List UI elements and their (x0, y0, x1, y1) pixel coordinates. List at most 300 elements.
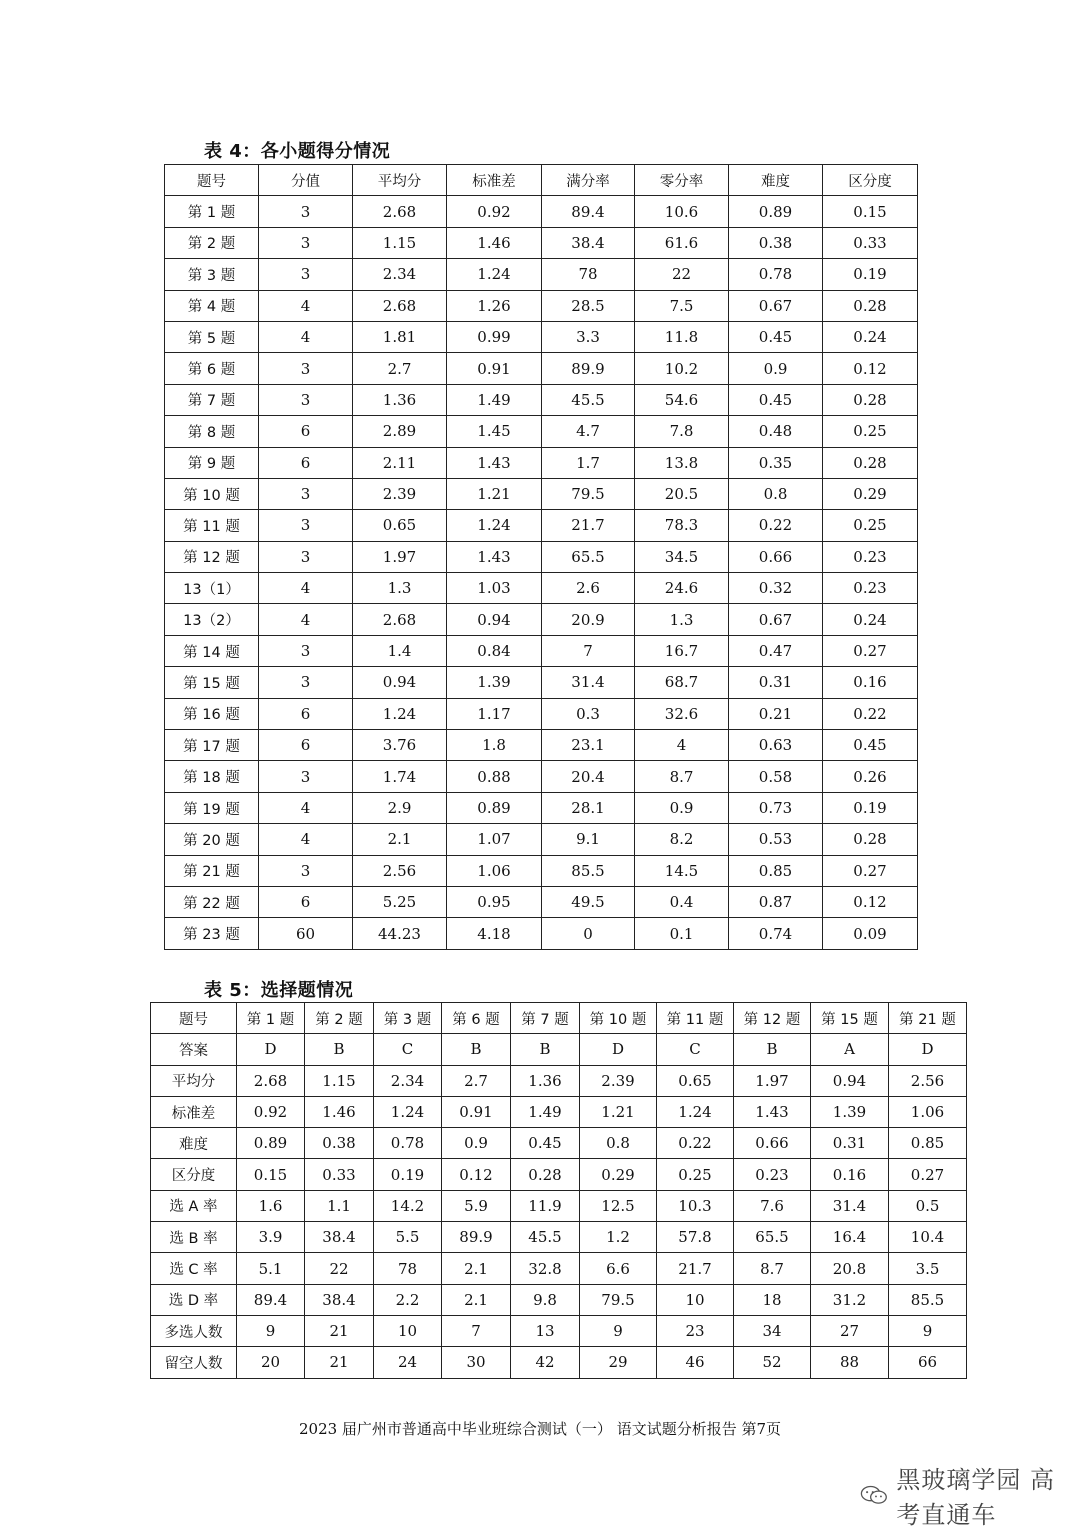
table5-cell: 32.8 (511, 1253, 580, 1284)
table4-cell: 3 (259, 196, 353, 227)
table5-cell: 34 (734, 1315, 811, 1346)
table4-cell: 1.17 (447, 698, 542, 729)
table4-row-label: 13（1） (165, 573, 259, 604)
table5-cell: 5.9 (442, 1190, 511, 1221)
table4-cell: 3 (259, 541, 353, 572)
table4-cell: 2.39 (353, 478, 447, 509)
table4-cell: 0.16 (823, 667, 918, 698)
table4-cell: 0.19 (823, 259, 918, 290)
table4-cell: 0.32 (729, 573, 823, 604)
table4-row-label: 第 7 题 (165, 384, 259, 415)
table5-cell: 2.1 (442, 1284, 511, 1315)
table5-cell: 45.5 (511, 1222, 580, 1253)
table5-cell: 23 (657, 1315, 734, 1346)
table4-row-label: 第 22 题 (165, 886, 259, 917)
table5-choice-questions (150, 1002, 967, 1379)
table4-cell: 0.66 (729, 541, 823, 572)
table4-cell: 2.68 (353, 196, 447, 227)
table5-cell: C (657, 1034, 734, 1065)
table4-cell: 31.4 (542, 667, 635, 698)
table4-cell: 10.2 (635, 353, 729, 384)
table5-cell: 0.28 (511, 1159, 580, 1190)
table4-cell: 4 (259, 573, 353, 604)
table5-cell: 0.65 (657, 1065, 734, 1096)
table5-row (151, 1222, 967, 1253)
table5-cell: 9 (580, 1315, 657, 1346)
wechat-icon (860, 1481, 888, 1509)
table5-cell: 38.4 (305, 1222, 374, 1253)
table5-cell: 5.1 (237, 1253, 305, 1284)
table4-cell: 1.24 (447, 510, 542, 541)
table4-cell: 0.4 (635, 886, 729, 917)
table5-cell: 1.49 (511, 1096, 580, 1127)
table4-cell: 1.45 (447, 416, 542, 447)
table5-cell: 0.16 (811, 1159, 889, 1190)
table5-cell: 0.94 (811, 1065, 889, 1096)
table4-cell: 2.9 (353, 792, 447, 823)
page-footer: 2023 届广州市普通高中毕业班综合测试（一） 语文试题分析报告 第7页 (298, 1420, 782, 1438)
table4-header-cell: 题号 (165, 165, 259, 196)
table4-cell: 4 (259, 321, 353, 352)
table4-cell: 3 (259, 855, 353, 886)
table4-cell: 0.99 (447, 321, 542, 352)
table5-cell: 85.5 (889, 1284, 967, 1315)
table4-cell: 0.95 (447, 886, 542, 917)
table4-row-label: 第 17 题 (165, 730, 259, 761)
table5-cell: 3.9 (237, 1222, 305, 1253)
watermark (860, 1460, 1080, 1530)
table4-cell: 23.1 (542, 730, 635, 761)
table4-cell: 6 (259, 698, 353, 729)
table4-cell: 1.36 (353, 384, 447, 415)
table5-row-label: 多选人数 (151, 1315, 237, 1346)
table4-cell: 14.5 (635, 855, 729, 886)
table4-cell: 1.43 (447, 447, 542, 478)
table5-cell: 0.25 (657, 1159, 734, 1190)
table4-row-label: 第 15 题 (165, 667, 259, 698)
table4-cell: 0.67 (729, 290, 823, 321)
table4-cell: 1.3 (635, 604, 729, 635)
table4-cell: 1.4 (353, 635, 447, 666)
table5-cell: 0.66 (734, 1128, 811, 1159)
table4-row-label: 第 18 题 (165, 761, 259, 792)
table5-cell: 10 (657, 1284, 734, 1315)
table4-cell: 0.27 (823, 855, 918, 886)
table4-cell: 20.9 (542, 604, 635, 635)
table5-cell: 0.91 (442, 1096, 511, 1127)
table4-row (165, 353, 918, 384)
table5-cell: 2.34 (374, 1065, 442, 1096)
table5-cell: 13 (511, 1315, 580, 1346)
table4-row-label: 第 6 题 (165, 353, 259, 384)
table4-cell: 3 (259, 478, 353, 509)
table5-cell: 1.21 (580, 1096, 657, 1127)
table4-cell: 0.67 (729, 604, 823, 635)
table5-cell: 0.23 (734, 1159, 811, 1190)
table5-caption: 表 5：选择题情况 (204, 980, 354, 1001)
table5-cell: 29 (580, 1347, 657, 1378)
table4-cell: 1.81 (353, 321, 447, 352)
table4-cell: 0.23 (823, 541, 918, 572)
table5-cell: B (442, 1034, 511, 1065)
table4-cell: 0.09 (823, 918, 918, 949)
table4-caption: 表 4：各小题得分情况 (204, 141, 391, 162)
table4-cell: 10.6 (635, 196, 729, 227)
table5-cell: 1.6 (237, 1190, 305, 1221)
table5-row-label: 标准差 (151, 1096, 237, 1127)
table5-row-label: 选 C 率 (151, 1253, 237, 1284)
table5-row-label: 留空人数 (151, 1347, 237, 1378)
table5-cell: 10.4 (889, 1222, 967, 1253)
table4-row-label: 第 21 题 (165, 855, 259, 886)
table5-row-label: 选 A 率 (151, 1190, 237, 1221)
table4-cell: 89.9 (542, 353, 635, 384)
table4-cell: 1.43 (447, 541, 542, 572)
table5-row (151, 1347, 967, 1378)
table4-cell: 1.21 (447, 478, 542, 509)
table5-cell: 0.29 (580, 1159, 657, 1190)
table4-row (165, 730, 918, 761)
table4-row (165, 416, 918, 447)
table4-cell: 0.12 (823, 353, 918, 384)
table5-cell: 0.78 (374, 1128, 442, 1159)
table4-cell: 1.49 (447, 384, 542, 415)
table4-cell: 0.22 (729, 510, 823, 541)
table4-row-label: 第 8 题 (165, 416, 259, 447)
table4-row (165, 918, 918, 949)
table4-row (165, 855, 918, 886)
table4-cell: 0.63 (729, 730, 823, 761)
table4-cell: 4 (635, 730, 729, 761)
table4-cell: 0.28 (823, 384, 918, 415)
table5-cell: 2.56 (889, 1065, 967, 1096)
table5-cell: 8.7 (734, 1253, 811, 1284)
table5-row-label: 选 B 率 (151, 1222, 237, 1253)
table5-cell: 12.5 (580, 1190, 657, 1221)
table4-row-label: 第 20 题 (165, 824, 259, 855)
table4-cell: 2.68 (353, 290, 447, 321)
table4-cell: 3.3 (542, 321, 635, 352)
table5-cell: 9.8 (511, 1284, 580, 1315)
table4-cell: 0.58 (729, 761, 823, 792)
table4-cell: 4 (259, 290, 353, 321)
table4-cell: 3 (259, 635, 353, 666)
table4-row-label: 13（2） (165, 604, 259, 635)
table5-cell: 89.9 (442, 1222, 511, 1253)
table4-cell: 9.1 (542, 824, 635, 855)
table4-cell: 3 (259, 259, 353, 290)
table5-cell: 20 (237, 1347, 305, 1378)
table4-cell: 2.7 (353, 353, 447, 384)
table5-header-cell: 第 2 题 (305, 1003, 374, 1034)
table4-row (165, 447, 918, 478)
table5-cell: 2.68 (237, 1065, 305, 1096)
table5-cell: 0.85 (889, 1128, 967, 1159)
table5-cell: 20.8 (811, 1253, 889, 1284)
table5-header-cell: 第 7 题 (511, 1003, 580, 1034)
table5-cell: B (734, 1034, 811, 1065)
table4-cell: 0.25 (823, 510, 918, 541)
table5-cell: 0.8 (580, 1128, 657, 1159)
table4-cell: 1.46 (447, 227, 542, 258)
table5-header-cell: 题号 (151, 1003, 237, 1034)
table4-row (165, 227, 918, 258)
table5-header-cell: 第 11 题 (657, 1003, 734, 1034)
table5-row-label: 区分度 (151, 1159, 237, 1190)
table4-cell: 0.8 (729, 478, 823, 509)
table5-header-cell: 第 6 题 (442, 1003, 511, 1034)
table5-cell: 0.5 (889, 1190, 967, 1221)
table4-cell: 68.7 (635, 667, 729, 698)
table4-cell: 1.03 (447, 573, 542, 604)
table5-row-label: 答案 (151, 1034, 237, 1065)
table4-row-label: 第 1 题 (165, 196, 259, 227)
table5-cell: 3.5 (889, 1253, 967, 1284)
table5-cell: 9 (237, 1315, 305, 1346)
table4-cell: 1.07 (447, 824, 542, 855)
table4-cell: 8.7 (635, 761, 729, 792)
table5-cell: 7 (442, 1315, 511, 1346)
table4-cell: 0.38 (729, 227, 823, 258)
table4-cell: 0.24 (823, 604, 918, 635)
table5-cell: 88 (811, 1347, 889, 1378)
table5-cell: 1.46 (305, 1096, 374, 1127)
table4-row (165, 824, 918, 855)
table4-cell: 65.5 (542, 541, 635, 572)
table4-row (165, 290, 918, 321)
table4-cell: 4.18 (447, 918, 542, 949)
table4-cell: 22 (635, 259, 729, 290)
table4-cell: 6 (259, 886, 353, 917)
table5-cell: 18 (734, 1284, 811, 1315)
table5-row (151, 1253, 967, 1284)
table4-cell: 34.5 (635, 541, 729, 572)
table4-cell: 3 (259, 384, 353, 415)
table4-cell: 7.8 (635, 416, 729, 447)
table4-cell: 0.92 (447, 196, 542, 227)
table5-header-cell: 第 3 题 (374, 1003, 442, 1034)
table4-cell: 20.4 (542, 761, 635, 792)
table4-row (165, 792, 918, 823)
table4-cell: 28.1 (542, 792, 635, 823)
table4-row (165, 259, 918, 290)
table4-cell: 1.26 (447, 290, 542, 321)
table4-cell: 28.5 (542, 290, 635, 321)
table4-header-cell: 平均分 (353, 165, 447, 196)
table5-cell: 1.24 (657, 1096, 734, 1127)
table4-cell: 0.94 (447, 604, 542, 635)
table4-cell: 44.23 (353, 918, 447, 949)
table4-cell: 21.7 (542, 510, 635, 541)
table4-cell: 1.24 (447, 259, 542, 290)
table4-row (165, 761, 918, 792)
table4-cell: 0.12 (823, 886, 918, 917)
table4-cell: 60 (259, 918, 353, 949)
table4-row-label: 第 12 题 (165, 541, 259, 572)
table5-cell: 2.1 (442, 1253, 511, 1284)
table4-cell: 4 (259, 792, 353, 823)
table4-cell: 2.89 (353, 416, 447, 447)
table4-row (165, 510, 918, 541)
table5-cell: 10 (374, 1315, 442, 1346)
table5-cell: 2.39 (580, 1065, 657, 1096)
table4-header-row (165, 165, 918, 196)
table5-cell: 79.5 (580, 1284, 657, 1315)
table4-cell: 0.29 (823, 478, 918, 509)
table4-cell: 78 (542, 259, 635, 290)
table5-cell: 66 (889, 1347, 967, 1378)
table5-cell: 16.4 (811, 1222, 889, 1253)
table4-row-label: 第 5 题 (165, 321, 259, 352)
table5-row (151, 1065, 967, 1096)
table4-cell: 32.6 (635, 698, 729, 729)
table4-cell: 1.39 (447, 667, 542, 698)
table5-header-cell: 第 1 题 (237, 1003, 305, 1034)
table4-cell: 5.25 (353, 886, 447, 917)
table5-row (151, 1128, 967, 1159)
table5-cell: 22 (305, 1253, 374, 1284)
table4-cell: 1.24 (353, 698, 447, 729)
table4-cell: 2.6 (542, 573, 635, 604)
table4-cell: 13.8 (635, 447, 729, 478)
table4-cell: 0.45 (823, 730, 918, 761)
table4-cell: 0.53 (729, 824, 823, 855)
table5-cell: D (580, 1034, 657, 1065)
table4-cell: 2.34 (353, 259, 447, 290)
table4-cell: 54.6 (635, 384, 729, 415)
table5-cell: 1.2 (580, 1222, 657, 1253)
table4-cell: 0.45 (729, 384, 823, 415)
table4-cell: 45.5 (542, 384, 635, 415)
table4-cell: 1.74 (353, 761, 447, 792)
table4-cell: 0.78 (729, 259, 823, 290)
table4-cell: 0.73 (729, 792, 823, 823)
table5-header-row (151, 1003, 967, 1034)
table4-cell: 7.5 (635, 290, 729, 321)
table4-row-label: 第 16 题 (165, 698, 259, 729)
table4-row (165, 667, 918, 698)
table5-row (151, 1096, 967, 1127)
table4-cell: 0.27 (823, 635, 918, 666)
table5-cell: D (889, 1034, 967, 1065)
table5-cell: 2.2 (374, 1284, 442, 1315)
table4-cell: 2.68 (353, 604, 447, 635)
table4-cell: 0.31 (729, 667, 823, 698)
table5-cell: 6.6 (580, 1253, 657, 1284)
table5-cell: 0.89 (237, 1128, 305, 1159)
table4-row (165, 196, 918, 227)
table4-cell: 61.6 (635, 227, 729, 258)
table4-cell: 0.9 (635, 792, 729, 823)
table5-cell: 0.12 (442, 1159, 511, 1190)
table5-cell: 5.5 (374, 1222, 442, 1253)
table5-header-cell: 第 21 题 (889, 1003, 967, 1034)
table4-header-cell: 零分率 (635, 165, 729, 196)
table4-cell: 1.97 (353, 541, 447, 572)
table4-cell: 8.2 (635, 824, 729, 855)
table4-cell: 0.89 (729, 196, 823, 227)
table4-cell: 0.91 (447, 353, 542, 384)
table4-cell: 0.35 (729, 447, 823, 478)
table4-cell: 0.28 (823, 290, 918, 321)
table4-cell: 0.9 (729, 353, 823, 384)
table5-cell: 1.06 (889, 1096, 967, 1127)
table4-cell: 79.5 (542, 478, 635, 509)
table4-cell: 20.5 (635, 478, 729, 509)
table4-cell: 6 (259, 416, 353, 447)
table4-cell: 0.84 (447, 635, 542, 666)
table4-cell: 11.8 (635, 321, 729, 352)
table5-cell: 0.33 (305, 1159, 374, 1190)
table4-cell: 38.4 (542, 227, 635, 258)
table5-cell: 11.9 (511, 1190, 580, 1221)
table4-cell: 0 (542, 918, 635, 949)
table4-cell: 85.5 (542, 855, 635, 886)
table4-header-cell: 标准差 (447, 165, 542, 196)
table5-cell: 27 (811, 1315, 889, 1346)
table4-cell: 0.85 (729, 855, 823, 886)
table5-cell: 1.43 (734, 1096, 811, 1127)
table5-cell: 21.7 (657, 1253, 734, 1284)
table5-cell: 1.39 (811, 1096, 889, 1127)
table4-cell: 49.5 (542, 886, 635, 917)
table5-row (151, 1159, 967, 1190)
table5-header-cell: 第 15 题 (811, 1003, 889, 1034)
table4-row-label: 第 9 题 (165, 447, 259, 478)
table5-cell: D (237, 1034, 305, 1065)
table5-cell: 10.3 (657, 1190, 734, 1221)
table4-cell: 0.22 (823, 698, 918, 729)
table4-cell: 1.15 (353, 227, 447, 258)
table4-row-label: 第 11 题 (165, 510, 259, 541)
table5-cell: 65.5 (734, 1222, 811, 1253)
table5-cell: 1.36 (511, 1065, 580, 1096)
table4-cell: 0.88 (447, 761, 542, 792)
table4-cell: 4.7 (542, 416, 635, 447)
table4-cell: 2.11 (353, 447, 447, 478)
table4-cell: 0.1 (635, 918, 729, 949)
table5-cell: 38.4 (305, 1284, 374, 1315)
table4-cell: 24.6 (635, 573, 729, 604)
table4-cell: 0.25 (823, 416, 918, 447)
table5-cell: 0.15 (237, 1159, 305, 1190)
table4-cell: 0.48 (729, 416, 823, 447)
table4-cell: 0.15 (823, 196, 918, 227)
table5-cell: 42 (511, 1347, 580, 1378)
table5-cell: 31.2 (811, 1284, 889, 1315)
watermark-text: 黑玻璃学园 高考直通车 (896, 1466, 1056, 1529)
table4-cell: 2.56 (353, 855, 447, 886)
table4-cell: 3 (259, 761, 353, 792)
table5-cell: 57.8 (657, 1222, 734, 1253)
table5-header-cell: 第 10 题 (580, 1003, 657, 1034)
table4-row-label: 第 14 题 (165, 635, 259, 666)
table5-cell: 0.38 (305, 1128, 374, 1159)
table5-cell: 0.92 (237, 1096, 305, 1127)
table5-cell: 0.19 (374, 1159, 442, 1190)
table4-cell: 0.45 (729, 321, 823, 352)
table5-row-label: 选 D 率 (151, 1284, 237, 1315)
table4-cell: 16.7 (635, 635, 729, 666)
table4-cell: 3 (259, 667, 353, 698)
table4-cell: 0.21 (729, 698, 823, 729)
table4-header-cell: 难度 (729, 165, 823, 196)
table4-cell: 1.06 (447, 855, 542, 886)
table5-row (151, 1034, 967, 1065)
table4-row-label: 第 2 题 (165, 227, 259, 258)
table4-cell: 3 (259, 510, 353, 541)
table5-cell: 30 (442, 1347, 511, 1378)
